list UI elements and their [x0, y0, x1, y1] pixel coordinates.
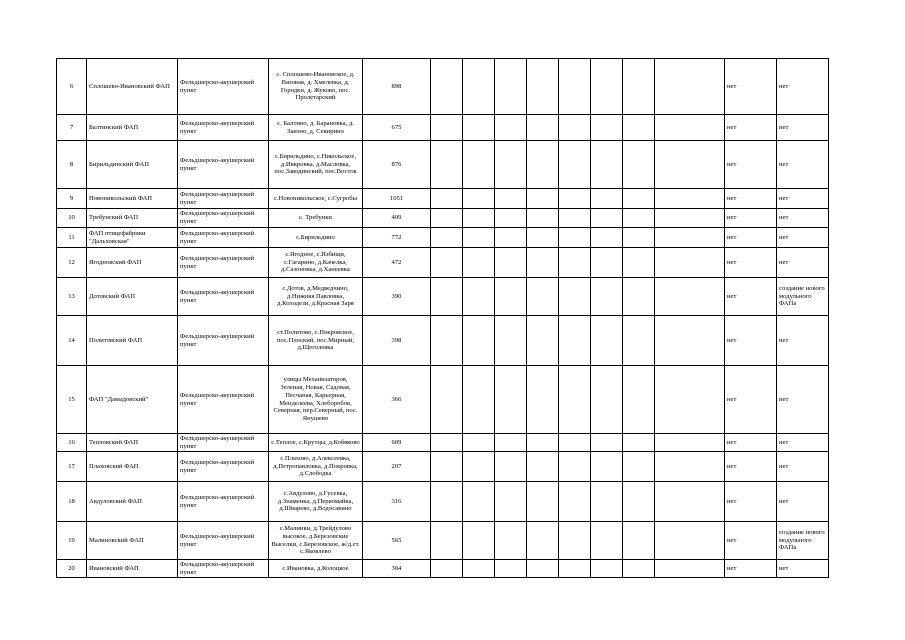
empty-cell	[431, 141, 463, 189]
empty-cell	[655, 248, 725, 278]
status-cell: нет	[725, 209, 777, 228]
empty-cell	[623, 115, 655, 141]
empty-cell	[591, 482, 623, 522]
empty-cell	[591, 59, 623, 115]
fap-name: Требунский ФАП	[87, 209, 178, 228]
table-row	[57, 366, 829, 434]
empty-cell	[623, 189, 655, 209]
empty-cell	[527, 278, 559, 316]
population: 398	[363, 316, 431, 366]
fap-type: Фельдшерско-акушерский пункт	[178, 228, 269, 248]
plan-cell: нет	[777, 434, 829, 452]
empty-cell	[559, 482, 591, 522]
status-cell: нет	[725, 366, 777, 434]
empty-cell	[559, 59, 591, 115]
empty-cell	[559, 115, 591, 141]
empty-cell	[623, 59, 655, 115]
fap-type: Фельдшерско-акушерский пункт	[178, 452, 269, 482]
fap-name: Политовский ФАП	[87, 316, 178, 366]
empty-cell	[655, 115, 725, 141]
population: 366	[363, 366, 431, 434]
settlements: ст.Политово, с.Покровское, пос.Плоский, пос.Мирный, д.Щеголевка	[269, 316, 363, 366]
empty-cell	[431, 434, 463, 452]
plan-cell: нет	[777, 115, 829, 141]
empty-cell	[431, 522, 463, 560]
empty-cell	[463, 366, 495, 434]
settlements: с. Сплошево-Ивановское, д. Вязовая, д. Хмелевка, д. Городки, д. Жуково, пос. Пролетарский	[269, 59, 363, 115]
row-number: 19	[57, 522, 87, 560]
empty-cell	[591, 434, 623, 452]
empty-cell	[591, 228, 623, 248]
population: 390	[363, 278, 431, 316]
empty-cell	[623, 366, 655, 434]
empty-cell	[591, 248, 623, 278]
empty-cell	[463, 115, 495, 141]
row-number: 20	[57, 560, 87, 578]
fap-name: Плаховский ФАП	[87, 452, 178, 482]
empty-cell	[591, 522, 623, 560]
row-number: 13	[57, 278, 87, 316]
settlements: с.Малинки, д.Трейдулово высокое, д.Березовские Выселки, с.Березовское, ж/д.ст. с.Яковлево	[269, 522, 363, 560]
status-cell: нет	[725, 228, 777, 248]
empty-cell	[559, 522, 591, 560]
empty-cell	[495, 482, 527, 522]
empty-cell	[591, 189, 623, 209]
fap-name: ФАП "Давыдовский"	[87, 366, 178, 434]
empty-cell	[527, 228, 559, 248]
settlements: улицы Механизаторов, Зеленая, Новая, Садовая, Песчаная, Карьерная, Менделеева, Хлеборобов, Северная, пер.Северный, пос. Янушево	[269, 366, 363, 434]
empty-cell	[463, 228, 495, 248]
empty-cell	[623, 482, 655, 522]
empty-cell	[527, 366, 559, 434]
plan-cell: нет	[777, 209, 829, 228]
status-cell: нет	[725, 560, 777, 578]
empty-cell	[495, 316, 527, 366]
population: 409	[363, 209, 431, 228]
fap-table-body	[57, 59, 829, 578]
fap-name: Балтинский ФАП	[87, 115, 178, 141]
fap-name: Ивановский ФАП	[87, 560, 178, 578]
empty-cell	[495, 228, 527, 248]
table-row	[57, 59, 829, 115]
empty-cell	[623, 560, 655, 578]
empty-cell	[527, 482, 559, 522]
row-number: 7	[57, 115, 87, 141]
table-row	[57, 189, 829, 209]
empty-cell	[495, 115, 527, 141]
population: 898	[363, 59, 431, 115]
empty-cell	[431, 366, 463, 434]
status-cell: нет	[725, 141, 777, 189]
plan-cell: нет	[777, 316, 829, 366]
empty-cell	[527, 560, 559, 578]
population: 316	[363, 482, 431, 522]
fap-type: Фельдшерско-акушерский пункт	[178, 434, 269, 452]
fap-type: Фельдшерско-акушерский пункт	[178, 482, 269, 522]
empty-cell	[495, 560, 527, 578]
empty-cell	[431, 248, 463, 278]
empty-cell	[463, 59, 495, 115]
population: 565	[363, 522, 431, 560]
population: 675	[363, 115, 431, 141]
empty-cell	[655, 209, 725, 228]
settlements: с. Требунки	[269, 209, 363, 228]
fap-type: Фельдшерско-акушерский пункт	[178, 522, 269, 560]
empty-cell	[655, 59, 725, 115]
empty-cell	[655, 316, 725, 366]
empty-cell	[591, 278, 623, 316]
status-cell: нет	[725, 434, 777, 452]
empty-cell	[527, 189, 559, 209]
empty-cell	[559, 209, 591, 228]
empty-cell	[463, 209, 495, 228]
empty-cell	[431, 482, 463, 522]
table-row	[57, 248, 829, 278]
empty-cell	[527, 434, 559, 452]
empty-cell	[495, 366, 527, 434]
fap-type: Фельдшерско-акушерский пункт	[178, 316, 269, 366]
row-number: 16	[57, 434, 87, 452]
empty-cell	[559, 228, 591, 248]
row-number: 15	[57, 366, 87, 434]
fap-type: Фельдшерско-акушерский пункт	[178, 278, 269, 316]
population: 207	[363, 452, 431, 482]
empty-cell	[527, 316, 559, 366]
settlements: с.Ивановка, д.Колоцкое	[269, 560, 363, 578]
empty-cell	[527, 209, 559, 228]
sheet	[56, 58, 829, 578]
empty-cell	[463, 141, 495, 189]
row-number: 9	[57, 189, 87, 209]
row-number: 10	[57, 209, 87, 228]
status-cell: нет	[725, 522, 777, 560]
empty-cell	[623, 522, 655, 560]
plan-cell: нет	[777, 452, 829, 482]
empty-cell	[431, 209, 463, 228]
settlements: с. Балтино, д. Барановка, д. Заизно, д. Секирино	[269, 115, 363, 141]
empty-cell	[623, 141, 655, 189]
table-row	[57, 434, 829, 452]
row-number: 11	[57, 228, 87, 248]
empty-cell	[463, 522, 495, 560]
fap-name: Авдуловский ФАП	[87, 482, 178, 522]
empty-cell	[623, 209, 655, 228]
settlements: с.Ягодное, с.Избищи, с.Гагарино, д.Качелка, д.Сазоновка, д.Ханеевка	[269, 248, 363, 278]
empty-cell	[655, 278, 725, 316]
fap-name: Сплошево-Ивановский ФАП	[87, 59, 178, 115]
empty-cell	[527, 248, 559, 278]
fap-type: Фельдшерско-акушерский пункт	[178, 189, 269, 209]
empty-cell	[655, 522, 725, 560]
empty-cell	[655, 189, 725, 209]
empty-cell	[431, 59, 463, 115]
empty-cell	[655, 434, 725, 452]
plan-cell: нет	[777, 482, 829, 522]
status-cell: нет	[725, 59, 777, 115]
empty-cell	[495, 141, 527, 189]
empty-cell	[431, 278, 463, 316]
status-cell: нет	[725, 482, 777, 522]
table-row	[57, 278, 829, 316]
settlements: с.Авдулово, д.Гусевка, д.Знаменка, д.Первомайка, д.Шварево, д.Водосавино	[269, 482, 363, 522]
row-number: 12	[57, 248, 87, 278]
row-number: 14	[57, 316, 87, 366]
empty-cell	[463, 482, 495, 522]
fap-name: Ягодновский ФАП	[87, 248, 178, 278]
empty-cell	[623, 278, 655, 316]
empty-cell	[463, 560, 495, 578]
settlements: с.Плахово, д.Алексеевка, д.Петропавловка, д.Покровка, д.Слободка	[269, 452, 363, 482]
empty-cell	[591, 115, 623, 141]
fap-name: ФАП птицефабрики "Дальховская"	[87, 228, 178, 248]
empty-cell	[623, 452, 655, 482]
empty-cell	[463, 452, 495, 482]
empty-cell	[495, 434, 527, 452]
empty-cell	[559, 316, 591, 366]
empty-cell	[527, 452, 559, 482]
table-row	[57, 115, 829, 141]
table-row	[57, 316, 829, 366]
empty-cell	[591, 141, 623, 189]
empty-cell	[655, 228, 725, 248]
fap-type: Фельдшерско-акушерский пункт	[178, 248, 269, 278]
empty-cell	[655, 452, 725, 482]
empty-cell	[431, 189, 463, 209]
fap-name: Малиновский ФАП	[87, 522, 178, 560]
empty-cell	[591, 366, 623, 434]
population: 609	[363, 434, 431, 452]
empty-cell	[527, 59, 559, 115]
empty-cell	[655, 482, 725, 522]
fap-type: Фельдшерско-акушерский пункт	[178, 209, 269, 228]
population: 472	[363, 248, 431, 278]
empty-cell	[591, 560, 623, 578]
fap-table	[56, 58, 829, 578]
settlements: с.Теплое, с.Крутцы, д.Кобяково	[269, 434, 363, 452]
fap-type: Фельдшерско-акушерский пункт	[178, 59, 269, 115]
empty-cell	[527, 522, 559, 560]
empty-cell	[655, 560, 725, 578]
empty-cell	[623, 228, 655, 248]
fap-type: Фельдшерско-акушерский пункт	[178, 366, 269, 434]
fap-type: Фельдшерско-акушерский пункт	[178, 141, 269, 189]
empty-cell	[559, 434, 591, 452]
settlements: с.Бирильдино, с.Никольское, д.Ивкровка, д.Масловка, пос.Заводинский, пос.Восток	[269, 141, 363, 189]
fap-name: Бирильдинский ФАП	[87, 141, 178, 189]
population: 772	[363, 228, 431, 248]
empty-cell	[495, 452, 527, 482]
plan-cell: нет	[777, 248, 829, 278]
plan-cell: нет	[777, 189, 829, 209]
plan-cell: нет	[777, 560, 829, 578]
empty-cell	[495, 248, 527, 278]
status-cell: нет	[725, 452, 777, 482]
empty-cell	[559, 452, 591, 482]
empty-cell	[527, 141, 559, 189]
empty-cell	[623, 248, 655, 278]
settlements: с.Новоникольское, с.Сугробы	[269, 189, 363, 209]
plan-cell: нет	[777, 59, 829, 115]
empty-cell	[559, 366, 591, 434]
population: 304	[363, 560, 431, 578]
empty-cell	[495, 209, 527, 228]
empty-cell	[431, 228, 463, 248]
empty-cell	[559, 141, 591, 189]
empty-cell	[623, 316, 655, 366]
fap-name: Дотовский ФАП	[87, 278, 178, 316]
settlements: с.Дотов, д.Медведчино, д.Нижняя Павловка, д.Колодези, д.Красная Заря	[269, 278, 363, 316]
empty-cell	[559, 248, 591, 278]
empty-cell	[623, 434, 655, 452]
empty-cell	[495, 59, 527, 115]
empty-cell	[431, 452, 463, 482]
status-cell: нет	[725, 316, 777, 366]
empty-cell	[495, 189, 527, 209]
empty-cell	[495, 522, 527, 560]
status-cell: нет	[725, 248, 777, 278]
table-row	[57, 522, 829, 560]
status-cell: нет	[725, 278, 777, 316]
population: 1051	[363, 189, 431, 209]
empty-cell	[655, 141, 725, 189]
fap-name: Новоникольский ФАП	[87, 189, 178, 209]
empty-cell	[655, 366, 725, 434]
plan-cell: создание нового модульного ФАПа	[777, 278, 829, 316]
row-number: 6	[57, 59, 87, 115]
plan-cell: создание нового модульного ФАПа	[777, 522, 829, 560]
fap-name: Тепловский ФАП	[87, 434, 178, 452]
table-row	[57, 452, 829, 482]
table-row	[57, 228, 829, 248]
empty-cell	[559, 278, 591, 316]
population: 876	[363, 141, 431, 189]
empty-cell	[591, 209, 623, 228]
row-number: 8	[57, 141, 87, 189]
table-row	[57, 560, 829, 578]
empty-cell	[559, 189, 591, 209]
empty-cell	[431, 316, 463, 366]
empty-cell	[463, 189, 495, 209]
table-row	[57, 141, 829, 189]
plan-cell: нет	[777, 228, 829, 248]
row-number: 17	[57, 452, 87, 482]
status-cell: нет	[725, 115, 777, 141]
plan-cell: нет	[777, 366, 829, 434]
empty-cell	[591, 452, 623, 482]
empty-cell	[463, 248, 495, 278]
table-row	[57, 482, 829, 522]
empty-cell	[591, 316, 623, 366]
fap-type: Фельдшерско-акушерский пункт	[178, 560, 269, 578]
status-cell: нет	[725, 189, 777, 209]
empty-cell	[495, 278, 527, 316]
table-row	[57, 209, 829, 228]
empty-cell	[463, 278, 495, 316]
empty-cell	[559, 560, 591, 578]
empty-cell	[463, 434, 495, 452]
empty-cell	[527, 115, 559, 141]
empty-cell	[431, 560, 463, 578]
row-number: 18	[57, 482, 87, 522]
empty-cell	[431, 115, 463, 141]
empty-cell	[463, 316, 495, 366]
settlements: с.Бирильдино	[269, 228, 363, 248]
plan-cell: нет	[777, 141, 829, 189]
fap-type: Фельдшерско-акушерский пункт	[178, 115, 269, 141]
